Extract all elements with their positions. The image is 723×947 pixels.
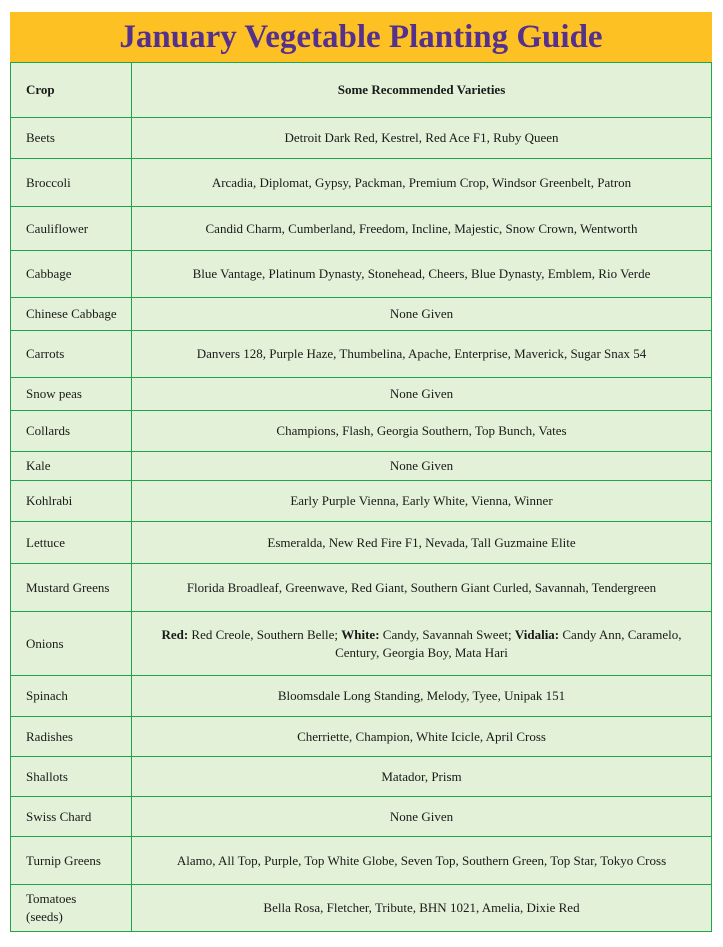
varieties-cell: Early Purple Vienna, Early White, Vienna, Winner (132, 481, 712, 522)
table-row (11, 207, 712, 251)
varieties-cell: Detroit Dark Red, Kestrel, Red Ace F1, Ruby Queen (132, 118, 712, 159)
table-row (11, 481, 712, 522)
table-row (11, 331, 712, 378)
crop-cell: Cauliflower (11, 207, 132, 251)
varieties-cell: Florida Broadleaf, Greenwave, Red Giant, Southern Giant Curled, Savannah, Tendergreen (132, 564, 712, 612)
varieties-cell: Arcadia, Diplomat, Gypsy, Packman, Premium Crop, Windsor Greenbelt, Patron (132, 159, 712, 207)
crop-cell: Kale (11, 452, 132, 481)
crop-cell: Turnip Greens (11, 837, 132, 885)
onion-type-label: Vidalia: (514, 626, 560, 642)
varieties-cell: Champions, Flash, Georgia Southern, Top Bunch, Vates (132, 411, 712, 452)
table-row (11, 411, 712, 452)
table-row (11, 612, 712, 676)
crop-cell: Onions (11, 612, 132, 676)
crop-cell: Tomatoes (seeds) (11, 885, 132, 932)
page-title: January Vegetable Planting Guide (119, 18, 603, 55)
varieties-cell: Bloomsdale Long Standing, Melody, Tyee, Unipak 151 (132, 676, 712, 717)
varieties-cell: Alamo, All Top, Purple, Top White Globe, Seven Top, Southern Green, Top Star, Tokyo Cross (132, 837, 712, 885)
crop-cell: Chinese Cabbage (11, 298, 132, 331)
varieties-cell (132, 612, 712, 676)
crop-cell: Snow peas (11, 378, 132, 411)
crop-cell: Kohlrabi (11, 481, 132, 522)
onion-type-label: White: (341, 626, 380, 642)
column-header-crop: Crop (11, 63, 132, 118)
varieties-cell: Danvers 128, Purple Haze, Thumbelina, Apache, Enterprise, Maverick, Sugar Snax 54 (132, 331, 712, 378)
varieties-cell: None Given (132, 797, 712, 837)
varieties-cell: Esmeralda, New Red Fire F1, Nevada, Tall Guzmaine Elite (132, 522, 712, 564)
varieties-cell: None Given (132, 452, 712, 481)
table-row (11, 452, 712, 481)
crop-cell: Beets (11, 118, 132, 159)
crop-cell: Broccoli (11, 159, 132, 207)
crop-cell: Cabbage (11, 251, 132, 298)
varieties-cell: None Given (132, 298, 712, 331)
varieties-cell: Matador, Prism (132, 757, 712, 797)
crop-cell: Mustard Greens (11, 564, 132, 612)
table-row (11, 717, 712, 757)
varieties-cell: Bella Rosa, Fletcher, Tribute, BHN 1021, Amelia, Dixie Red (132, 885, 712, 932)
crop-cell: Lettuce (11, 522, 132, 564)
table-header-row (11, 63, 712, 118)
table-row (11, 522, 712, 564)
varieties-cell: Candid Charm, Cumberland, Freedom, Incline, Majestic, Snow Crown, Wentworth (132, 207, 712, 251)
table-row (11, 378, 712, 411)
varieties-cell: Blue Vantage, Platinum Dynasty, Stonehead, Cheers, Blue Dynasty, Emblem, Rio Verde (132, 251, 712, 298)
table-row (11, 676, 712, 717)
table-row (11, 298, 712, 331)
planting-guide-table (10, 62, 712, 932)
table-row (11, 757, 712, 797)
onion-varieties-text: Candy Ann, Caramelo, Century, Georgia Boy, Mata Hari (335, 626, 682, 660)
crop-cell: Carrots (11, 331, 132, 378)
onion-varieties-text: Red Creole, Southern Belle; (188, 626, 342, 642)
table-row (11, 118, 712, 159)
varieties-cell: Cherriette, Champion, White Icicle, April Cross (132, 717, 712, 757)
varieties-cell: None Given (132, 378, 712, 411)
table-row (11, 251, 712, 298)
column-header-varieties: Some Recommended Varieties (132, 63, 712, 118)
crop-cell: Spinach (11, 676, 132, 717)
crop-cell: Shallots (11, 757, 132, 797)
table-row (11, 885, 712, 932)
title-banner (10, 12, 712, 62)
table-row (11, 797, 712, 837)
table-row (11, 837, 712, 885)
onion-varieties-text: Candy, Savannah Sweet; (379, 626, 515, 642)
table-row (11, 564, 712, 612)
crop-cell: Radishes (11, 717, 132, 757)
table-row (11, 159, 712, 207)
crop-cell: Swiss Chard (11, 797, 132, 837)
crop-cell: Collards (11, 411, 132, 452)
onion-type-label: Red: (161, 626, 189, 642)
